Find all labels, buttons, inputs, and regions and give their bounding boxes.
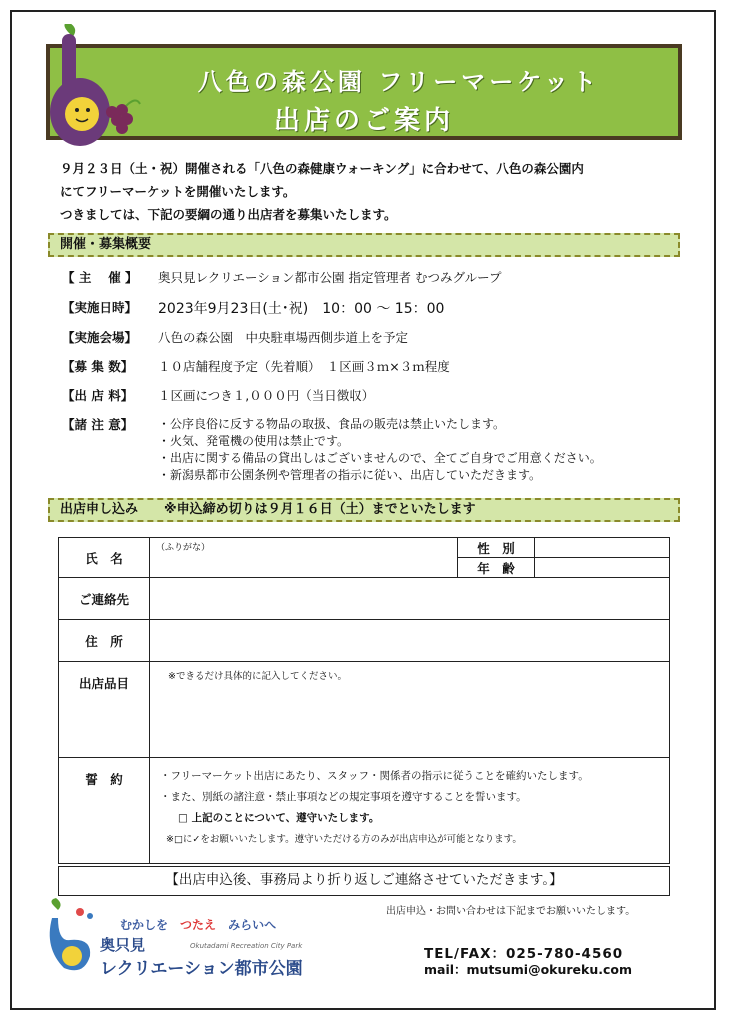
pledge-content	[150, 758, 670, 864]
reply-notice: 【出店申込後、事務局より折り返しご連絡させていただきます。】	[58, 866, 670, 896]
pledge-note: ※□に✓をお願いいたします。遵守いただける方のみが出店申込が可能となります。	[166, 834, 522, 845]
name-field[interactable]	[150, 538, 458, 578]
furigana-label: （ふりがな）	[156, 543, 211, 553]
overview-value: 八色の森公園 中央駐車場西側歩道上を予定	[158, 330, 409, 345]
pledge-line: ・また、別紙の諸注意・禁止事項などの規定事項を遵守することを誓います。	[160, 791, 527, 803]
note-item: ・公序良俗に反する物品の取扱、食品の販売は禁止いたします。	[158, 417, 506, 431]
notes-list	[158, 416, 602, 484]
pledge-checkbox[interactable]: □ 上記のことについて、遵守いたします。	[178, 812, 380, 824]
intro-line: ９月２３日（土・祝）開催される「八色の森健康ウォーキング」に合わせて、八色の森公園内	[60, 161, 584, 176]
application-form	[58, 537, 670, 864]
banner-title: 八色の森公園 フリーマーケット	[197, 68, 601, 96]
age-label: 年 齢	[458, 558, 535, 578]
overview-value: 奥只見レクリエーション都市公園 指定管理者 むつみグループ	[158, 270, 502, 285]
overview-value: １区画につき１,０００円（当日徴収）	[158, 388, 375, 403]
section-heading-overview: 開催・募集概要	[48, 233, 680, 257]
overview-label: 【募 集 数】	[62, 359, 134, 374]
banner-subtitle: 出店のご案内	[273, 106, 454, 136]
slogan-part: つたえ	[180, 918, 217, 932]
org-slogan	[120, 916, 276, 933]
pledge-label: 誓 約	[59, 758, 150, 864]
items-label: 出店品目	[59, 662, 150, 758]
overview-value: 2023年9月23日(土･祝) 10：00 ～ 15：00	[158, 301, 445, 317]
intro-line: つきましては、下記の要綱の通り出店者を募集いたします。	[60, 207, 397, 222]
overview-label: 【諸 注 意】	[62, 417, 134, 432]
gender-label: 性 別	[458, 538, 535, 558]
slogan-part: むかしを	[120, 918, 169, 932]
name-label: 氏 名	[59, 538, 150, 578]
eggplant-mascot-icon	[40, 24, 150, 154]
note-item: ・新潟県都市公園条例や管理者の指示に従い、出店していただきます。	[158, 468, 542, 482]
note-item: ・出店に関する備品の貸出しはございませんので、全てご自身でご用意ください。	[158, 451, 602, 465]
section-heading-application: 出店申し込み ※申込締め切りは９月１６日（土）までといたします	[48, 498, 680, 522]
note-item: ・火気、発電機の使用は禁止です。	[158, 434, 350, 448]
address-field[interactable]	[150, 620, 670, 662]
overview-label: 【出 店 料】	[62, 388, 134, 403]
contact-note: 出店申込・お問い合わせは下記までお願いいたします。	[386, 906, 636, 917]
intro-line: にてフリーマーケットを開催いたします。	[60, 184, 296, 199]
items-field[interactable]	[150, 662, 670, 758]
overview-label: 【実施日時】	[62, 300, 138, 315]
org-name-1: 奥只見	[100, 936, 146, 954]
intro-text	[60, 157, 584, 226]
contact-field[interactable]	[150, 578, 670, 620]
address-label: 住 所	[59, 620, 150, 662]
gender-field[interactable]	[535, 538, 670, 558]
slogan-part: みらいへ	[228, 918, 277, 932]
age-field[interactable]	[535, 558, 670, 578]
org-name-2: レクリエーション都市公園	[100, 959, 303, 979]
org-english-name: Okutadami Recreation City Park	[190, 942, 303, 950]
items-hint: ※できるだけ具体的に記入してください。	[168, 671, 347, 682]
contact-label: ご連絡先	[59, 578, 150, 620]
overview-label: 【実施会場】	[62, 330, 138, 345]
tel-fax: TEL/FAX：025-780-4560	[424, 946, 624, 962]
overview-label: 【 主 催 】	[62, 270, 138, 285]
email[interactable]: mail：mutsumi@okureku.com	[424, 962, 633, 977]
overview-value: １０店舗程度予定（先着順） １区画３ｍ×３ｍ程度	[158, 359, 450, 374]
pledge-line: ・フリーマーケット出店にあたり、スタッフ・関係者の指示に従うことを確約いたします。	[160, 770, 589, 782]
park-logo-icon	[40, 898, 100, 978]
